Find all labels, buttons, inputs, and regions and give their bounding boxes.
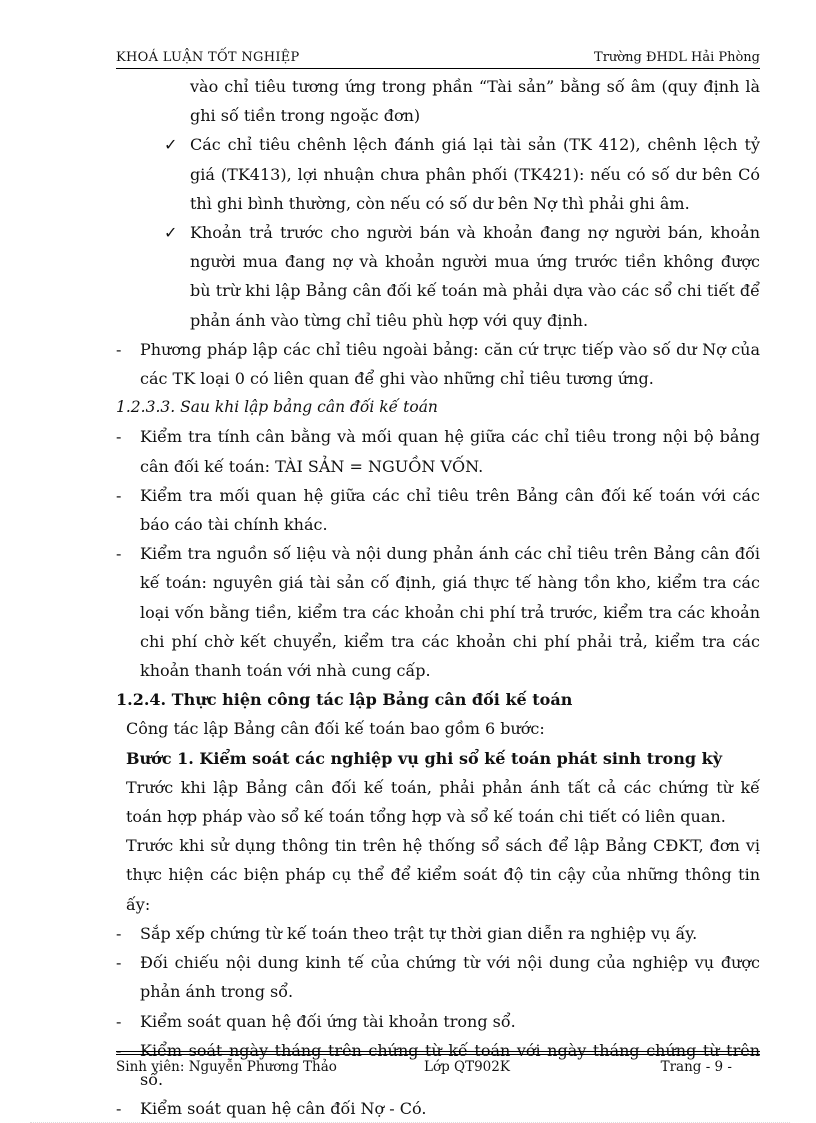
footer-page-number: Trang - 9 - (660, 1059, 732, 1075)
dash-item (116, 919, 760, 948)
dash-item (116, 948, 760, 1006)
dash-item (116, 1007, 760, 1036)
dash-bullet: - (116, 1099, 122, 1119)
dash-item-text: Đối chiếu nội dung kinh tế của chứng từ với nội dung của nghiệp vụ được phản ánh trong sổ. (140, 953, 760, 1002)
dash-item-text: Kiểm soát quan hệ đối ứng tài khoản trong sổ. (140, 1011, 516, 1031)
header-title: KHOÁ LUẬN TỐT NGHIỆP (116, 50, 300, 65)
dash-item (116, 422, 760, 480)
footer-class: Lớp QT902K (424, 1059, 510, 1075)
dash-bullet: - (116, 1040, 122, 1060)
dash-bullet: - (116, 485, 122, 505)
page-body (116, 72, 760, 1123)
dash-bullet: - (116, 1011, 122, 1031)
continuation-paragraph: vào chỉ tiêu tương ứng trong phần “Tài sản” bằng số âm (quy định là ghi số tiền trong ngoặc đơn) (190, 77, 760, 126)
dash-bullet: - (116, 923, 122, 943)
dash-item-text: Kiểm tra mối quan hệ giữa các chỉ tiêu trên Bảng cân đối kế toán với các báo cáo tài chính khác. (140, 485, 760, 535)
dash-item-text: Kiểm tra nguồn số liệu và nội dung phản ánh các chỉ tiêu trên Bảng cân đối kế toán: nguyên giá tài sản cố định, giá thực tế hàng tồn kho, kiểm tra các loại vốn bằng tiền, kiểm tra các khoản chi phí trả trước, kiểm tra các khoản chi phí chờ kết chuyển, kiểm tra các khoản chi phí phải trả, kiểm tra các khoản thanh toán với nhà cung cấp. (140, 544, 760, 681)
dash-item (116, 481, 760, 539)
check-item (116, 218, 760, 335)
body-paragraph: Trước khi sử dụng thông tin trên hệ thống sổ sách để lập Bảng CĐKT, đơn vị thực hiện các biện pháp cụ thể để kiểm soát độ tin cậy của những thông tin ấy: (126, 836, 760, 914)
check-item-text: Khoản trả trước cho người bán và khoản đang nợ người bán, khoản người mua đang nợ và khoản người mua ứng trước tiền không được bù trừ khi lập Bảng cân đối kế toán mà phải dựa vào các sổ chi tiết để phản ánh vào từng chỉ tiêu phù hợp với quy định. (190, 223, 760, 330)
footer-rule-top (116, 1051, 760, 1052)
footer-student: Sinh viên: Nguyễn Phương Thảo (116, 1059, 337, 1075)
dash-item-text: Kiểm soát quan hệ cân đối Nợ - Có. (140, 1099, 427, 1119)
dash-item-text: Phương pháp lập các chỉ tiêu ngoài bảng: căn cứ trực tiếp vào số dư Nợ của các TK loại 0 có liên quan để ghi vào những chỉ tiêu tương ứng. (140, 339, 760, 389)
header-school: Trường ĐHDL Hải Phòng (594, 50, 760, 65)
dash-bullet: - (116, 427, 122, 447)
dash-item (116, 539, 760, 685)
section-heading: 1.2.4. Thực hiện công tác lập Bảng cân đối kế toán (116, 690, 573, 710)
checkmark-icon: ✓ (164, 223, 178, 243)
page-footer (116, 1059, 760, 1079)
intro-paragraph: Công tác lập Bảng cân đối kế toán bao gồm 6 bước: (126, 719, 545, 739)
check-item (116, 130, 760, 218)
check-item-text: Các chỉ tiêu chênh lệch đánh giá lại tài sản (TK 412), chênh lệch tỷ giá (TK413), lợi nhuận chưa phân phối (TK421): nếu có số dư bên Có thì ghi bình thường, còn nếu có số dư bên Nợ thì phải ghi âm. (190, 135, 760, 213)
dash-item-text: Kiểm tra tính cân bằng và mối quan hệ giữa các chỉ tiêu trong nội bộ bảng cân đối kế toán: TÀI SẢN = NGUỒN VỐN. (140, 427, 760, 476)
dash-bullet: - (116, 953, 122, 973)
step-heading: Bước 1. Kiểm soát các nghiệp vụ ghi sổ kế toán phát sinh trong kỳ (126, 748, 722, 768)
subsection-heading: 1.2.3.3. Sau khi lập bảng cân đối kế toán (116, 398, 438, 417)
checkmark-icon: ✓ (164, 135, 178, 155)
dash-item (116, 1094, 760, 1123)
dash-bullet: - (116, 339, 122, 359)
dash-bullet: - (116, 544, 122, 564)
dash-item-text: Sắp xếp chứng từ kế toán theo trật tự thời gian diễn ra nghiệp vụ ấy. (140, 923, 698, 943)
dash-item (116, 335, 760, 393)
body-paragraph: Trước khi lập Bảng cân đối kế toán, phải phản ánh tất cả các chứng từ kế toán hợp pháp vào sổ kế toán tổng hợp và sổ kế toán chi tiết có liên quan. (126, 777, 760, 827)
dash-item-text: Kiểm soát ngày tháng trên chứng từ kế toán với ngày tháng chứng từ trên sổ. (140, 1040, 760, 1089)
header-rule (116, 68, 760, 69)
page-header (116, 50, 760, 70)
footer-rule-bottom (116, 1054, 760, 1055)
